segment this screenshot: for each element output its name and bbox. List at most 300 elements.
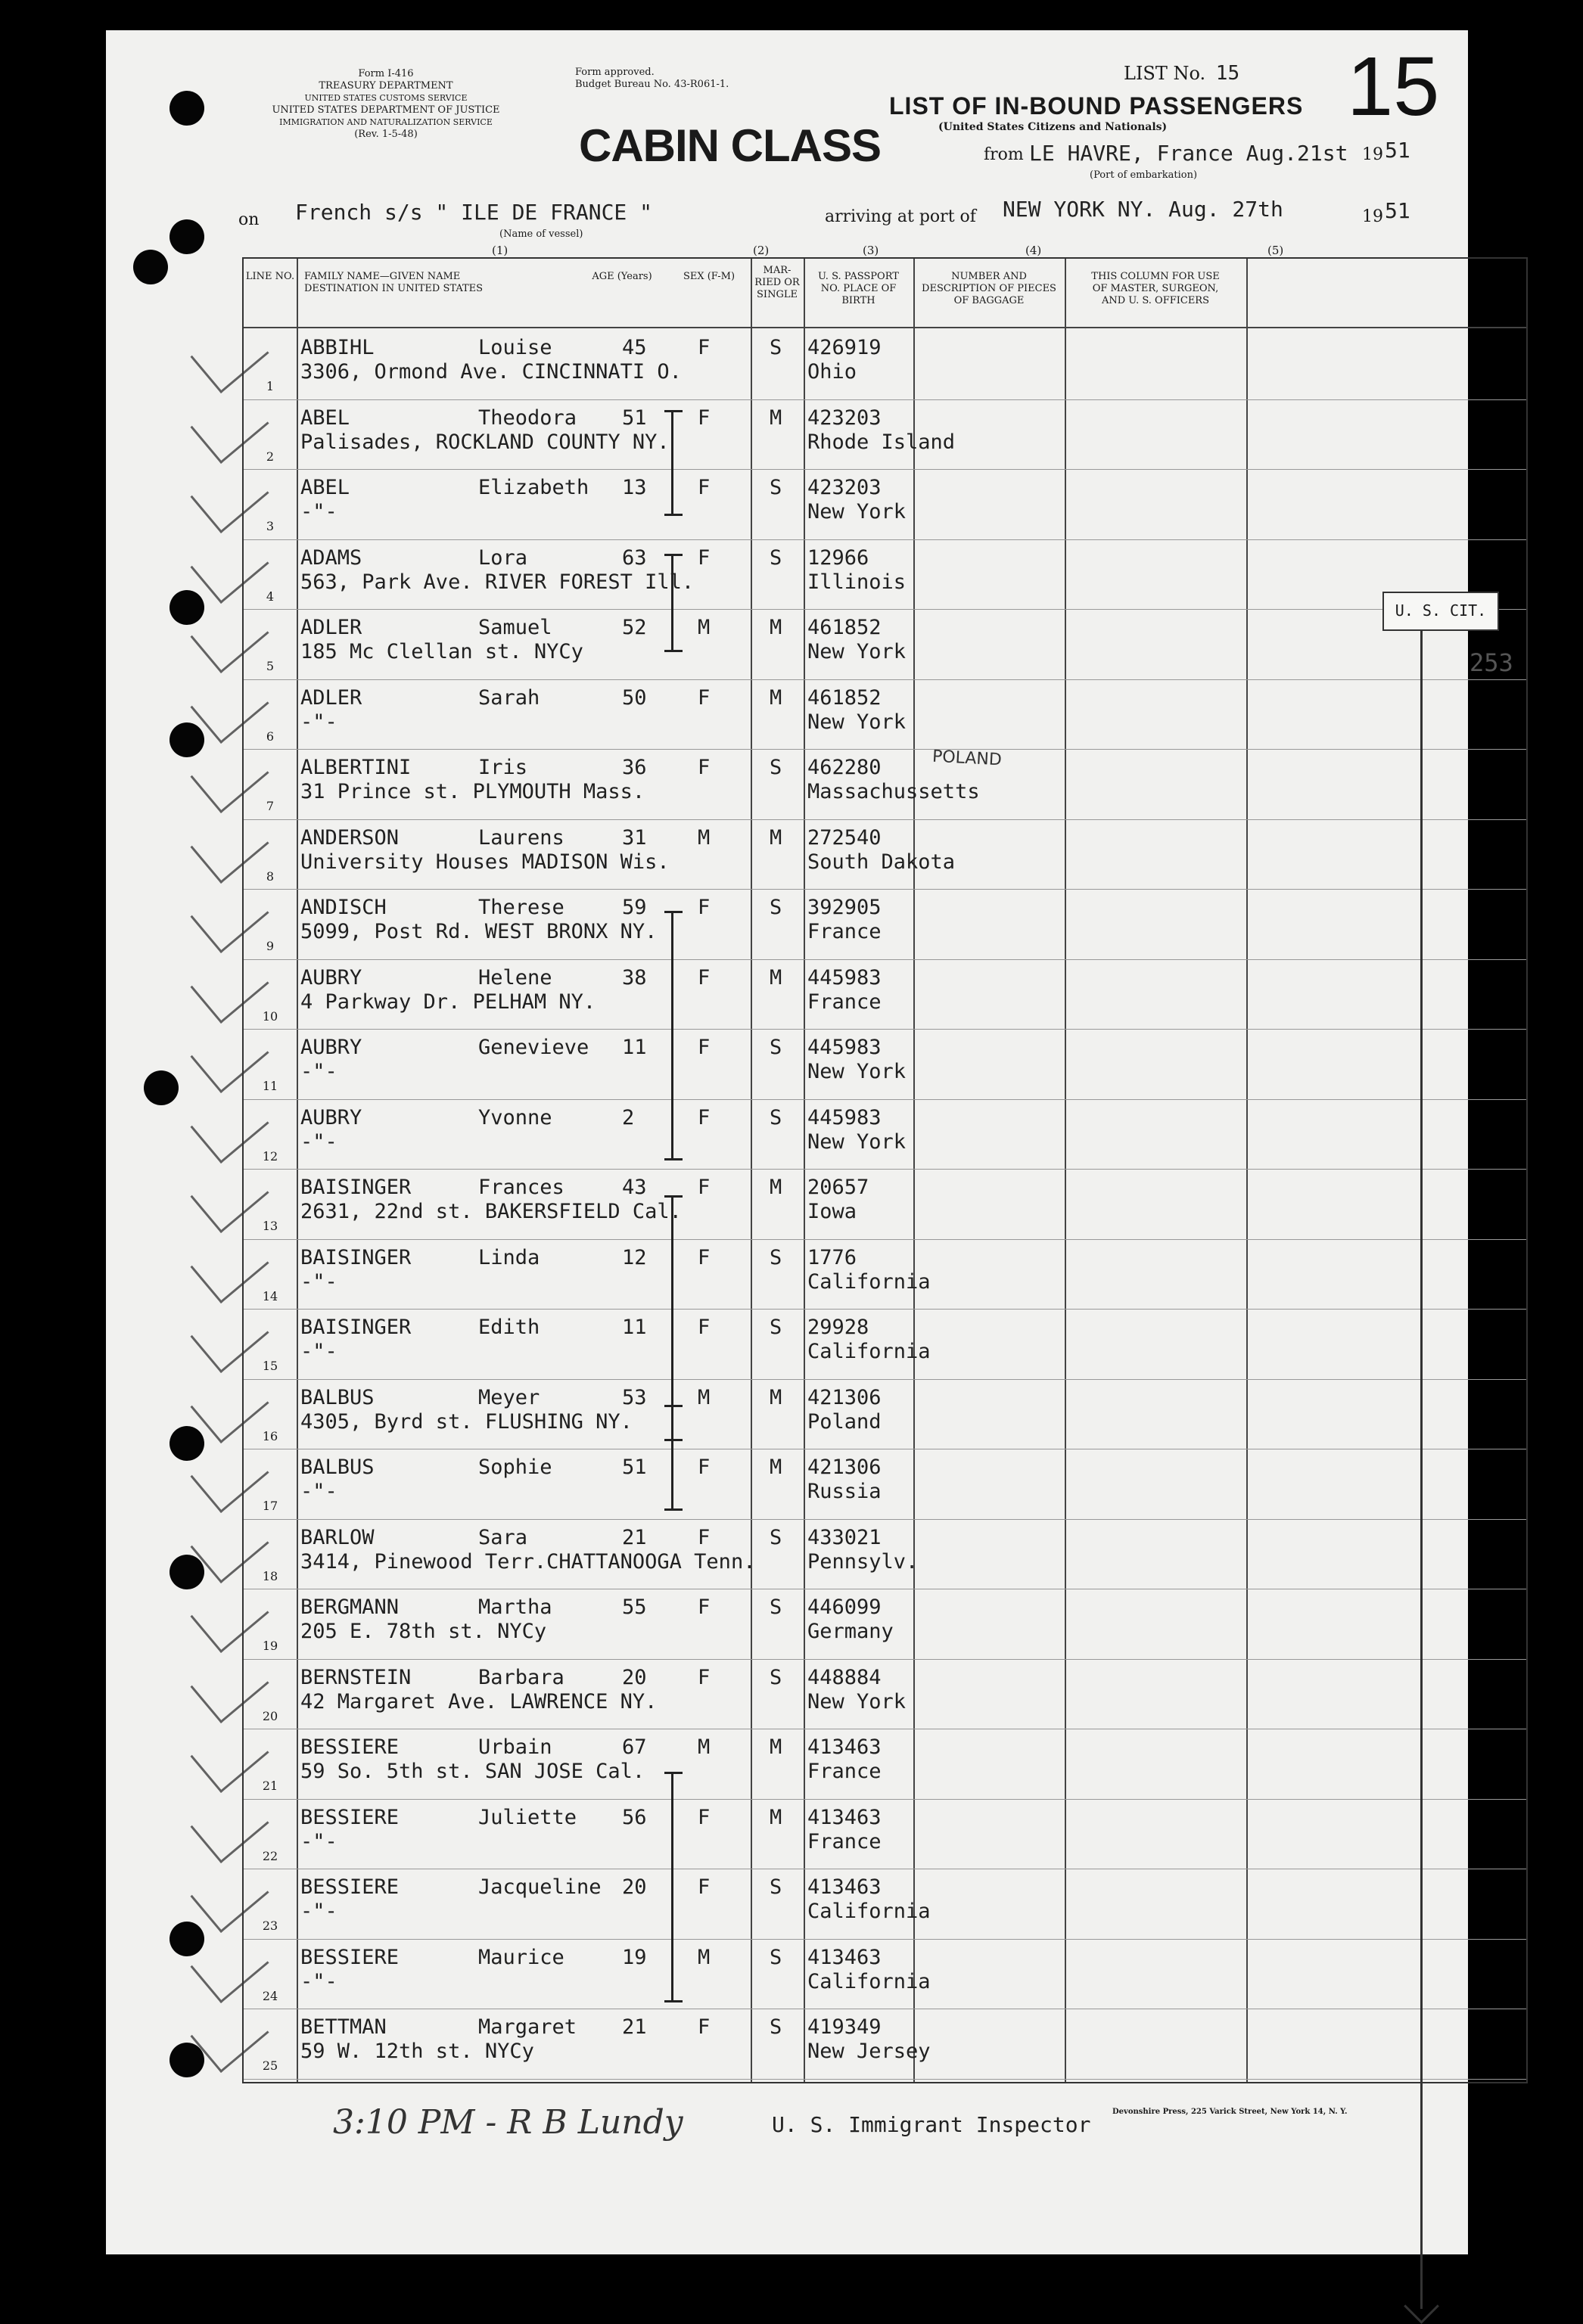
sex: M xyxy=(698,1385,711,1409)
sex: F xyxy=(698,1595,711,1619)
age: 45 xyxy=(622,336,647,359)
given-name: Samuel xyxy=(478,616,552,639)
line-number: 9 xyxy=(266,939,275,953)
place-of-birth: New York xyxy=(807,500,907,524)
family-name: BERGMANN xyxy=(300,1595,400,1619)
given-name: Iris xyxy=(478,756,528,779)
place-of-birth: France xyxy=(807,1829,882,1853)
header-line-no: LINE NO. xyxy=(245,271,295,282)
destination-address: 59 So. 5th st. SAN JOSE Cal. xyxy=(300,1760,645,1783)
us-citizen-bracket-line xyxy=(1420,629,1423,2309)
line-number: 14 xyxy=(262,1288,278,1303)
family-name: ABEL xyxy=(300,405,350,430)
marital-status: S xyxy=(770,896,782,919)
vessel-caption: (Name of vessel) xyxy=(499,228,583,240)
place-of-birth: California xyxy=(807,1340,931,1363)
table-row xyxy=(244,1101,1526,1171)
sex: F xyxy=(698,1036,711,1059)
cabin-class-stamp: CABIN CLASS xyxy=(579,120,882,171)
given-name: Genevieve xyxy=(478,1036,589,1059)
age: 52 xyxy=(622,616,647,639)
line-number: 18 xyxy=(262,1568,278,1583)
table-row xyxy=(244,1870,1526,1940)
marital-status: S xyxy=(770,1105,782,1129)
line-number: 5 xyxy=(266,659,275,673)
family-name: ADLER xyxy=(300,685,362,710)
marital-status: S xyxy=(770,336,782,359)
line-number: 16 xyxy=(262,1428,278,1443)
given-name: Juliette xyxy=(478,1805,577,1829)
age: 19 xyxy=(622,1945,647,1969)
place-of-birth: France xyxy=(807,1760,882,1783)
passenger-count-stamp: 253 xyxy=(1469,648,1513,677)
destination-address: 563, Park Ave. RIVER FOREST Ill. xyxy=(300,570,695,594)
passport-number: 461852 xyxy=(807,616,882,639)
marital-status: M xyxy=(770,405,782,430)
inspector-title: U. S. Immigrant Inspector xyxy=(772,2112,1091,2137)
destination-address: -"- xyxy=(300,1480,337,1503)
binder-hole xyxy=(169,722,204,757)
destination-address: 5099, Post Rd. WEST BRONX NY. xyxy=(300,920,658,943)
given-name: Louise xyxy=(478,336,552,359)
age: 36 xyxy=(622,756,647,779)
table-row xyxy=(244,611,1526,681)
page-title: LIST OF IN-BOUND PASSENGERS xyxy=(889,92,1304,120)
family-name: BAISINGER xyxy=(300,1176,412,1199)
place-of-birth: Poland xyxy=(807,1409,882,1434)
form-agency-block xyxy=(257,68,515,141)
header-officers: THIS COLUMN FOR USE OF MASTER, SURGEON, AND U. S. OFFICERS xyxy=(1091,271,1220,306)
family-name: BALBUS xyxy=(300,1385,375,1409)
age: 21 xyxy=(622,1525,647,1549)
marital-status: S xyxy=(770,756,782,779)
passport-number: 461852 xyxy=(807,685,882,710)
given-name: Urbain xyxy=(478,1735,552,1759)
place-of-birth: France xyxy=(807,990,882,1014)
given-name: Sophie xyxy=(478,1456,552,1479)
col-num-4: (4) xyxy=(1025,244,1042,257)
line-number: 4 xyxy=(266,589,275,604)
header-age: AGE (Years) xyxy=(592,271,652,282)
place-of-birth: New York xyxy=(807,710,907,734)
passport-number: 446099 xyxy=(807,1595,882,1619)
age: 21 xyxy=(622,2015,647,2039)
family-name: ADLER xyxy=(300,616,362,639)
table-row xyxy=(244,471,1526,541)
age: 11 xyxy=(622,1036,647,1059)
destination-address: 42 Margaret Ave. LAWRENCE NY. xyxy=(300,1689,658,1713)
passport-number: 423203 xyxy=(807,405,882,430)
binder-hole xyxy=(169,219,204,254)
table-row xyxy=(244,1590,1526,1661)
marital-status: S xyxy=(770,1525,782,1549)
age: 13 xyxy=(622,476,647,499)
table-row xyxy=(244,821,1526,891)
arrow-down-icon xyxy=(1404,2288,1439,2324)
table-row xyxy=(244,401,1526,471)
given-name: Barbara xyxy=(478,1665,564,1689)
vessel-name: French s/s " ILE DE FRANCE " xyxy=(295,200,653,225)
family-name: BALBUS xyxy=(300,1456,375,1479)
passport-number: 423203 xyxy=(807,476,882,499)
destination-address: 59 W. 12th st. NYCy xyxy=(300,2040,534,2063)
binder-hole xyxy=(169,1426,204,1461)
passport-number: 433021 xyxy=(807,1525,882,1549)
binder-hole xyxy=(169,590,204,625)
given-name: Sara xyxy=(478,1525,528,1549)
line-number: 12 xyxy=(262,1148,278,1164)
marital-status: M xyxy=(770,1735,782,1759)
binder-hole xyxy=(169,91,204,126)
age: 67 xyxy=(622,1735,647,1759)
line-number: 10 xyxy=(262,1008,278,1024)
place-of-birth: Illinois xyxy=(807,570,907,594)
line-number: 20 xyxy=(262,1708,278,1723)
justice-dept: UNITED STATES DEPARTMENT OF JUSTICE xyxy=(272,104,500,116)
table-row xyxy=(244,1730,1526,1800)
line-number: 17 xyxy=(262,1499,278,1513)
marital-status: M xyxy=(770,616,782,639)
marital-status: M xyxy=(770,1456,782,1479)
age: 53 xyxy=(622,1385,647,1409)
family-name: AUBRY xyxy=(300,1036,362,1059)
sex: F xyxy=(698,1525,711,1549)
line-number: 15 xyxy=(262,1359,278,1373)
table-row xyxy=(244,1450,1526,1521)
given-name: Therese xyxy=(478,896,564,919)
sex: M xyxy=(698,1735,711,1759)
place-of-birth: New York xyxy=(807,1129,907,1154)
age: 31 xyxy=(622,825,647,850)
sex: F xyxy=(698,1176,711,1199)
line-number: 19 xyxy=(262,1639,278,1653)
destination-address: -"- xyxy=(300,710,337,734)
given-name: Helene xyxy=(478,965,552,990)
table-row xyxy=(244,750,1526,821)
place-of-birth: New York xyxy=(807,640,907,663)
year-prefix-1: 19 xyxy=(1362,145,1383,164)
col-num-2: (2) xyxy=(753,244,770,257)
sex: F xyxy=(698,545,711,570)
passport-number: 419349 xyxy=(807,2015,882,2039)
col-num-3: (3) xyxy=(863,244,879,257)
from-label: from xyxy=(984,145,1024,164)
sex: F xyxy=(698,1245,711,1269)
place-of-birth: South Dakota xyxy=(807,850,956,874)
passport-number: 426919 xyxy=(807,336,882,359)
place-of-birth: France xyxy=(807,920,882,943)
sex: F xyxy=(698,1875,711,1899)
given-name: Yvonne xyxy=(478,1105,552,1129)
destination-address: Palisades, ROCKLAND COUNTY NY. xyxy=(300,430,670,454)
line-number: 8 xyxy=(266,868,275,884)
destination-address: -"- xyxy=(300,1900,337,1923)
table-row xyxy=(244,1381,1526,1451)
place-of-birth: Germany xyxy=(807,1620,894,1643)
given-name: Lora xyxy=(478,545,528,570)
sex: F xyxy=(698,405,711,430)
table-row xyxy=(244,1800,1526,1871)
line-number: 11 xyxy=(262,1079,278,1093)
list-number-value: 15 xyxy=(1215,62,1240,85)
family-name: ANDERSON xyxy=(300,825,400,850)
family-name: BARLOW xyxy=(300,1525,375,1549)
family-name: ABEL xyxy=(300,476,350,499)
age: 59 xyxy=(622,896,647,919)
header-sex: SEX (F-M) xyxy=(683,271,736,282)
family-name: BESSIERE xyxy=(300,1945,400,1969)
table-row xyxy=(244,2010,1526,2080)
line-number: 13 xyxy=(262,1219,278,1233)
place-of-birth: New Jersey xyxy=(807,2040,931,2063)
destination-address: -"- xyxy=(300,1829,337,1853)
place-of-birth: Pennsylv. xyxy=(807,1549,919,1574)
age: 51 xyxy=(622,405,647,430)
marital-status: S xyxy=(770,1945,782,1969)
line-number: 2 xyxy=(266,449,275,464)
line-number: 21 xyxy=(262,1779,278,1793)
age: 12 xyxy=(622,1245,647,1269)
treasury-dept: TREASURY DEPARTMENT xyxy=(319,80,453,92)
table-row xyxy=(244,1170,1526,1241)
age: 55 xyxy=(622,1595,647,1619)
given-name: Sarah xyxy=(478,685,540,710)
marital-status: S xyxy=(770,1875,782,1899)
budget-bureau: Budget Bureau No. 43-R061-1. xyxy=(575,79,729,90)
year-prefix-2: 19 xyxy=(1362,207,1383,226)
binder-hole xyxy=(133,250,168,284)
header-name: FAMILY NAME—GIVEN NAME DESTINATION IN UNITED STATES xyxy=(304,271,484,294)
passport-number: 413463 xyxy=(807,1805,882,1829)
place-of-birth: Rhode Island xyxy=(807,430,956,454)
passport-number: 20657 xyxy=(807,1176,869,1199)
age: 20 xyxy=(622,1665,647,1689)
place-of-birth: Ohio xyxy=(807,360,857,384)
sex: F xyxy=(698,476,711,499)
age: 20 xyxy=(622,1875,647,1899)
age: 11 xyxy=(622,1316,647,1339)
sex: F xyxy=(698,1105,711,1129)
age: 38 xyxy=(622,965,647,990)
year-embark: 51 xyxy=(1385,138,1410,163)
passport-number: 413463 xyxy=(807,1875,882,1899)
passport-number: 12966 xyxy=(807,545,869,570)
given-name: Linda xyxy=(478,1245,540,1269)
table-row xyxy=(244,1661,1526,1731)
family-name: ANDISCH xyxy=(300,896,387,919)
passport-number: 445983 xyxy=(807,965,882,990)
place-of-birth: Iowa xyxy=(807,1200,857,1223)
table-row xyxy=(244,541,1526,611)
destination-address: 185 Mc Clellan st. NYCy xyxy=(300,640,583,663)
family-name: AUBRY xyxy=(300,965,362,990)
port-of-embarkation: LE HAVRE, France Aug.21st xyxy=(1029,141,1348,166)
family-name: ABBIHL xyxy=(300,336,375,359)
marital-status: M xyxy=(770,1805,782,1829)
passport-number: 462280 xyxy=(807,756,882,779)
passport-number: 1776 xyxy=(807,1245,857,1269)
approval-block xyxy=(575,67,729,91)
passport-number: 448884 xyxy=(807,1665,882,1689)
line-number: 1 xyxy=(266,379,275,393)
destination-address: 2631, 22nd st. BAKERSFIELD Cal. xyxy=(300,1200,682,1223)
list-number-label xyxy=(1124,62,1239,85)
destination-address: University Houses MADISON Wis. xyxy=(300,850,670,874)
family-name: BESSIERE xyxy=(300,1875,400,1899)
given-name: Elizabeth xyxy=(478,476,589,499)
place-of-birth: Russia xyxy=(807,1480,882,1503)
sex: F xyxy=(698,965,711,990)
binder-hole xyxy=(169,1555,204,1589)
given-name: Edith xyxy=(478,1316,540,1339)
col-num-5: (5) xyxy=(1267,244,1284,257)
age: 63 xyxy=(622,545,647,570)
place-of-birth: New York xyxy=(807,1060,907,1083)
marital-status: S xyxy=(770,1036,782,1059)
arriving-label: arriving at port of xyxy=(825,207,976,226)
header-married: MAR- RIED OR SINGLE xyxy=(754,265,800,300)
sex: M xyxy=(698,1945,711,1969)
year-arrival: 51 xyxy=(1385,198,1410,223)
destination-address: -"- xyxy=(300,1060,337,1083)
line-number: 7 xyxy=(266,799,275,813)
marital-status: S xyxy=(770,1665,782,1689)
us-citizen-stamp: U. S. CIT. xyxy=(1382,592,1499,631)
handwritten-poland: POLAND xyxy=(931,747,1003,770)
destination-address: -"- xyxy=(300,500,337,524)
table-row xyxy=(244,681,1526,751)
form-revision: (Rev. 1-5-48) xyxy=(354,129,418,140)
line-number: 23 xyxy=(262,1919,278,1933)
family-name: BAISINGER xyxy=(300,1316,412,1339)
line-number: 22 xyxy=(262,1848,278,1863)
given-name: Maurice xyxy=(478,1945,564,1969)
table-row xyxy=(244,890,1526,961)
destination-address: -"- xyxy=(300,1129,337,1154)
binder-hole xyxy=(169,2043,204,2077)
marital-status: S xyxy=(770,545,782,570)
age: 50 xyxy=(622,685,647,710)
table-row xyxy=(244,1241,1526,1311)
marital-status: M xyxy=(770,1176,782,1199)
place-of-birth: California xyxy=(807,1269,931,1294)
marital-status: M xyxy=(770,965,782,990)
ins-service: IMMIGRATION AND NATURALIZATION SERVICE xyxy=(279,117,493,127)
sex: F xyxy=(698,1805,711,1829)
age: 2 xyxy=(622,1105,635,1129)
passport-number: 421306 xyxy=(807,1456,882,1479)
marital-status: S xyxy=(770,1316,782,1339)
port-embark-caption: (Port of embarkation) xyxy=(1090,169,1198,181)
sex: M xyxy=(698,616,711,639)
customs-service: UNITED STATES CUSTOMS SERVICE xyxy=(304,93,468,103)
sex: F xyxy=(698,756,711,779)
destination-address: -"- xyxy=(300,1969,337,1993)
binder-hole xyxy=(169,1922,204,1956)
table-row xyxy=(244,331,1526,401)
sex: F xyxy=(698,336,711,359)
header-baggage: NUMBER AND DESCRIPTION OF PIECES OF BAGGAGE xyxy=(922,271,1056,306)
place-of-birth: Massachussetts xyxy=(807,780,980,803)
passenger-table xyxy=(242,257,1528,2083)
place-of-birth: California xyxy=(807,1900,931,1923)
line-number: 25 xyxy=(262,2058,278,2073)
printer-credit: Devonshire Press, 225 Varick Street, New York 14, N. Y. xyxy=(1112,2108,1348,2116)
form-approved: Form approved. xyxy=(575,67,655,78)
destination-address: 31 Prince st. PLYMOUTH Mass. xyxy=(300,780,645,803)
destination-address: 205 E. 78th st. NYCy xyxy=(300,1620,547,1643)
passport-number: 421306 xyxy=(807,1385,882,1409)
table-row xyxy=(244,961,1526,1031)
family-name: ADAMS xyxy=(300,545,362,570)
marital-status: M xyxy=(770,825,782,850)
list-number-large: 15 xyxy=(1347,40,1440,133)
given-name: Meyer xyxy=(478,1385,540,1409)
manifest-sheet xyxy=(106,30,1513,2254)
marital-status: M xyxy=(770,1385,782,1409)
passport-number: 392905 xyxy=(807,896,882,919)
sex: F xyxy=(698,1316,711,1339)
marital-status: M xyxy=(770,685,782,710)
destination-address: 4305, Byrd st. FLUSHING NY. xyxy=(300,1409,633,1434)
age: 43 xyxy=(622,1176,647,1199)
list-label-text: LIST No. xyxy=(1124,63,1206,84)
family-name: ALBERTINI xyxy=(300,756,412,779)
destination-address: -"- xyxy=(300,1269,337,1294)
page-subtitle: (United States Citizens and Nationals) xyxy=(938,121,1168,133)
table-row xyxy=(244,1940,1526,2011)
given-name: Theodora xyxy=(478,405,577,430)
table-row xyxy=(244,1521,1526,1591)
on-label: on xyxy=(238,210,260,229)
sex: M xyxy=(698,825,711,850)
sex: F xyxy=(698,896,711,919)
sex: F xyxy=(698,2015,711,2039)
given-name: Frances xyxy=(478,1176,564,1199)
marital-status: S xyxy=(770,1245,782,1269)
line-number: 6 xyxy=(266,729,275,744)
family-name: BETTMAN xyxy=(300,2015,387,2039)
table-row xyxy=(244,1030,1526,1101)
sex: F xyxy=(698,1456,711,1479)
arrival-port: NEW YORK NY. Aug. 27th xyxy=(1003,197,1283,222)
destination-address: 4 Parkway Dr. PELHAM NY. xyxy=(300,990,596,1014)
sex: F xyxy=(698,1665,711,1689)
destination-address: 3414, Pinewood Terr.CHATTANOOGA Tenn. xyxy=(300,1549,756,1574)
family-name: AUBRY xyxy=(300,1105,362,1129)
marital-status: S xyxy=(770,476,782,499)
form-number: Form I-416 xyxy=(358,68,414,79)
line-number: 3 xyxy=(266,519,275,533)
col-num-1: (1) xyxy=(492,244,508,257)
destination-address: -"- xyxy=(300,1340,337,1363)
age: 56 xyxy=(622,1805,647,1829)
given-name: Jacqueline xyxy=(478,1875,602,1899)
destination-address: 3306, Ormond Ave. CINCINNATI O. xyxy=(300,360,682,384)
given-name: Martha xyxy=(478,1595,552,1619)
sex: F xyxy=(698,685,711,710)
line-number: 24 xyxy=(262,1988,278,2003)
given-name: Laurens xyxy=(478,825,564,850)
place-of-birth: California xyxy=(807,1969,931,1993)
passport-number: 413463 xyxy=(807,1945,882,1969)
marital-status: S xyxy=(770,1595,782,1619)
marital-status: S xyxy=(770,2015,782,2039)
passport-number: 413463 xyxy=(807,1735,882,1759)
given-name: Margaret xyxy=(478,2015,577,2039)
family-name: BESSIERE xyxy=(300,1735,400,1759)
inspector-signature: 3:10 PM - R B Lundy xyxy=(333,2103,683,2142)
